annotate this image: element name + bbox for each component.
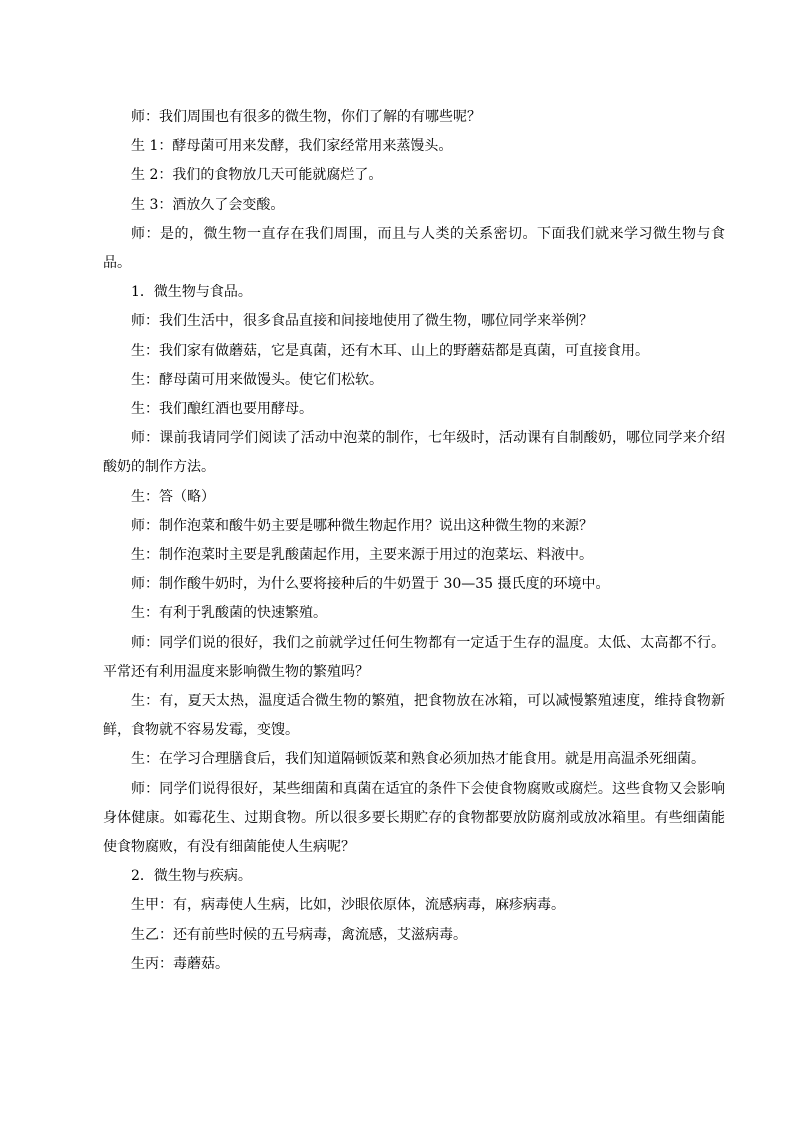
paragraph: 生 3：酒放久了会变酸。 bbox=[131, 196, 285, 213]
paragraph: 师：是的，微生物一直存在我们周围，而且与人类的关系密切。下面我们就来学习微生物与食品。 bbox=[103, 225, 725, 272]
paragraph: 师：制作酸牛奶时，为什么要将接种后的牛奶置于 30—35 摄氏度的环境中。 bbox=[131, 576, 610, 593]
paragraph: 生：我们家有做蘑菇，它是真菌，还有木耳、山上的野蘑菇都是真菌，可直接食用。 bbox=[131, 342, 649, 359]
paragraph: 生：制作泡菜时主要是乳酸菌起作用，主要来源于用过的泡菜坛、料液中。 bbox=[131, 547, 593, 564]
paragraph: 生丙：毒蘑菇。 bbox=[131, 955, 229, 972]
paragraph: 师：制作泡菜和酸牛奶主要是哪种微生物起作用？说出这种微生物的来源？ bbox=[131, 517, 593, 534]
paragraph: 生 2：我们的食物放几天可能就腐烂了。 bbox=[131, 167, 383, 184]
document-body bbox=[103, 103, 725, 979]
paragraph: 生：答（略） bbox=[131, 488, 215, 505]
paragraph: 生甲：有，病毒使人生病，比如，沙眼依原体，流感病毒，麻疹病毒。 bbox=[131, 897, 565, 914]
section-heading-disease: 2．微生物与疾病。 bbox=[131, 868, 252, 885]
paragraph: 生：有，夏天太热，温度适合微生物的繁殖，把食物放在冰箱，可以减慢繁殖速度，维持食物新鲜，食物就不容易发霉，变馊。 bbox=[103, 693, 725, 739]
paragraph: 师：我们生活中，很多食品直接和间接地使用了微生物，哪位同学来举例？ bbox=[131, 313, 593, 330]
paragraph: 生：我们酿红酒也要用酵母。 bbox=[131, 401, 313, 418]
paragraph: 生：有利于乳酸菌的快速繁殖。 bbox=[131, 605, 327, 622]
paragraph: 师：同学们说的很好，我们之前就学过任何生物都有一定适于生存的温度。太低、太高都不行。平常还有利用温度来影响微生物的繁殖吗？ bbox=[103, 634, 725, 680]
paragraph: 师：我们周围也有很多的微生物，你们了解的有哪些呢？ bbox=[131, 109, 481, 125]
section-heading-food: 1．微生物与食品。 bbox=[131, 284, 252, 301]
paragraph: 生：在学习合理膳食后，我们知道隔顿饭菜和熟食必须加热才能食用。就是用高温杀死细菌。 bbox=[131, 751, 705, 768]
paragraph: 师：课前我请同学们阅读了活动中泡菜的制作，七年级时，活动课有自制酸奶，哪位同学来介绍酸奶的制作方法。 bbox=[103, 430, 725, 476]
paragraph: 师：同学们说得很好，某些细菌和真菌在适宜的条件下会使食物腐败或腐烂。这些食物又会影响身体健康。如霉花生、过期食物。所以很多要长期贮存的食物都要放防腐剂或放冰箱里。有些细菌能使食物腐败，有没有细菌能使人生病呢？ bbox=[103, 780, 725, 856]
paragraph: 生乙：还有前些时候的五号病毒，禽流感，艾滋病毒。 bbox=[131, 926, 467, 943]
paragraph: 生：酵母菌可用来做馒头。使它们松软。 bbox=[131, 371, 383, 388]
paragraph: 生 1：酵母菌可用来发酵，我们家经常用来蒸馒头。 bbox=[131, 138, 453, 155]
